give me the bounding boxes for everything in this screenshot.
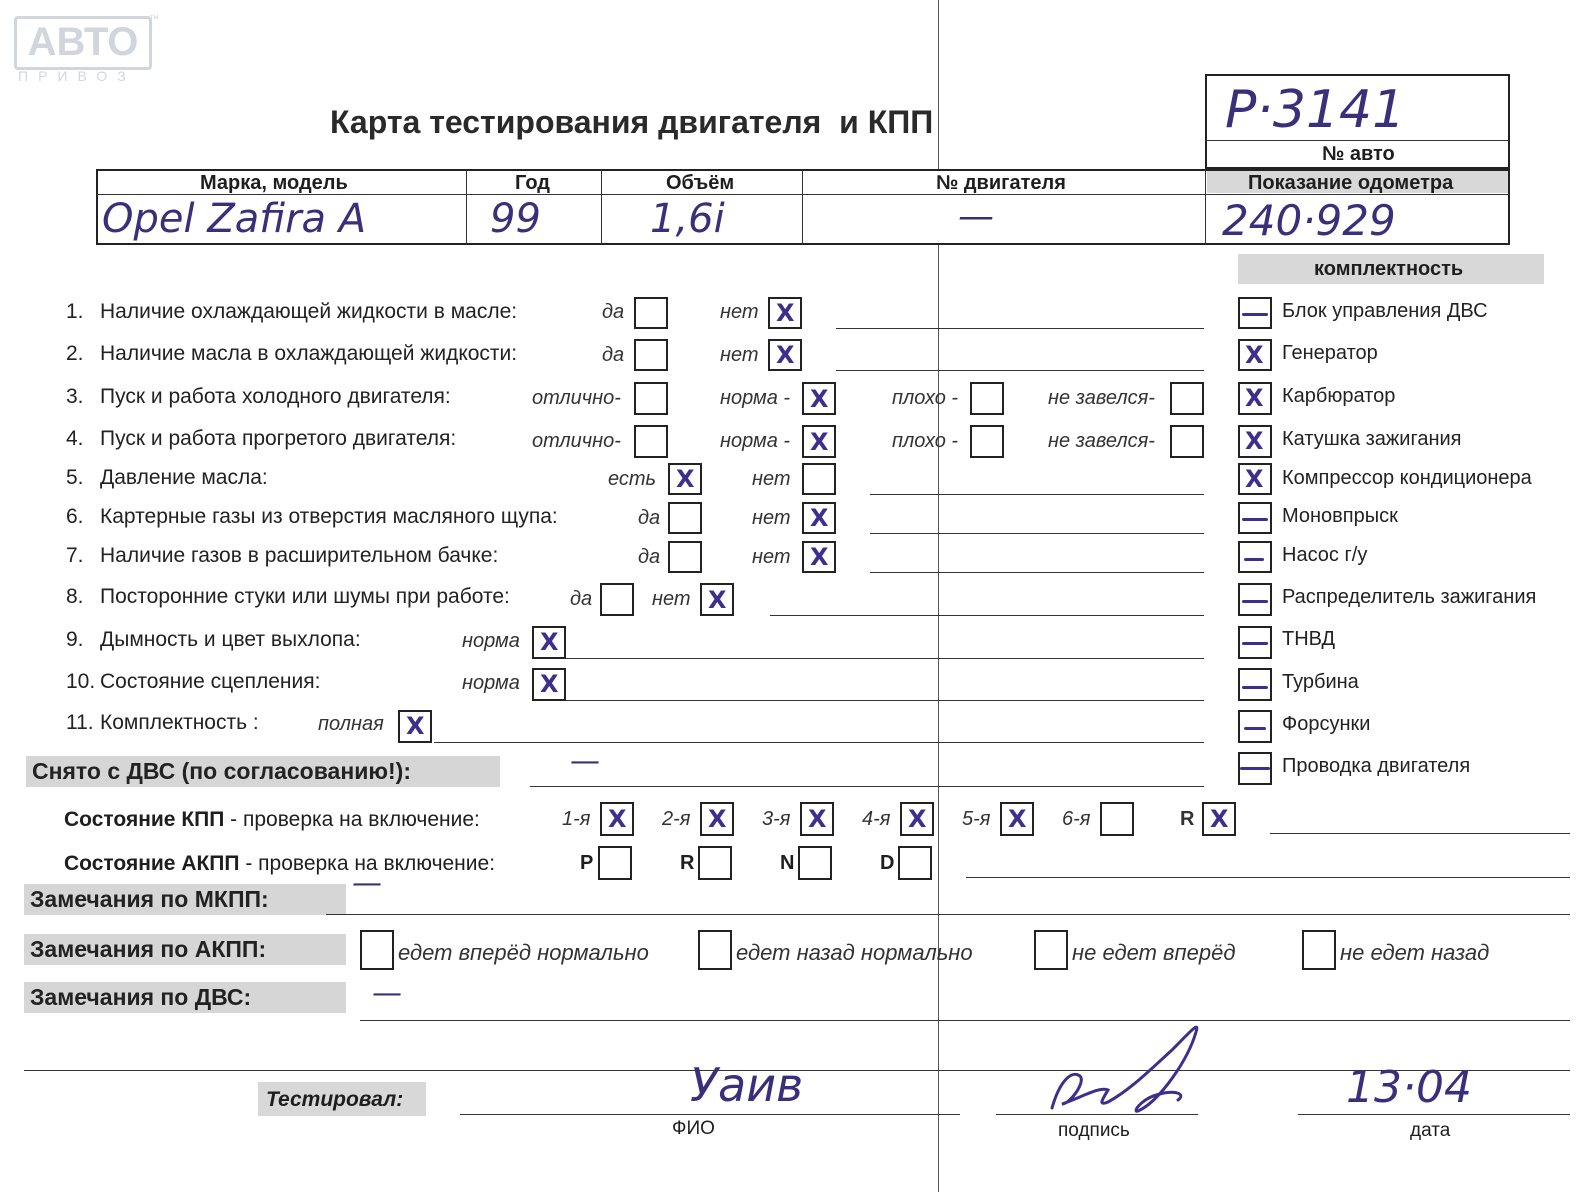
akpp-label-bold: Состояние АКПП: [64, 852, 240, 875]
kpp-gear-r-mark: X: [1210, 805, 1229, 833]
kpp-label-rest: - проверка на включение:: [224, 808, 480, 831]
q2-num: 2.: [66, 342, 84, 365]
tested-label: Тестировал:: [266, 1088, 404, 1111]
compl-label-9: ТНВД: [1282, 628, 1336, 650]
fio-label: ФИО: [672, 1118, 715, 1139]
compl-label-4: Катушка зажигания: [1282, 428, 1462, 450]
q5-present-mark: X: [676, 465, 695, 493]
q1-no-label: нет: [720, 301, 759, 323]
q8-yes-label: да: [570, 588, 593, 610]
q2-no-mark: X: [776, 341, 795, 369]
compl-mark-3: X: [1245, 384, 1264, 412]
page-title: Карта тестирования двигателя и КПП: [330, 104, 934, 140]
make-value: Opel Zafira A: [102, 196, 367, 242]
q3-text: Пуск и работа холодного двигателя:: [100, 385, 451, 408]
akpp-backward-ok-label: едет назад нормально: [736, 940, 973, 965]
engine-no-value: —: [958, 196, 994, 237]
col-volume-label: Объём: [666, 172, 735, 194]
q7-text: Наличие газов в расширительном бачке:: [100, 544, 499, 567]
date-line: [1298, 1114, 1570, 1115]
q1-num: 1.: [66, 300, 84, 323]
removed-label: Снято с ДВС (по согласованию!):: [26, 756, 500, 787]
q11-full-label: полная: [318, 713, 384, 735]
q4-normal-mark: X: [810, 428, 829, 456]
q4-normal-label: норма -: [720, 430, 791, 452]
remarks-akpp-label: Замечания по АКПП:: [24, 934, 346, 965]
kpp-gear-6-label: 6-я: [1062, 808, 1091, 830]
q10-text: Состояние сцепления:: [100, 670, 321, 693]
kpp-label-bold: Состояние КПП: [64, 808, 225, 831]
odometer-value: 240·929: [1222, 196, 1396, 245]
q3-normal-mark: X: [810, 385, 829, 413]
col-make-label: Марка, модель: [200, 172, 348, 194]
q9-norm-label: норма: [462, 630, 520, 652]
q9-text: Дымность и цвет выхлопа:: [100, 628, 361, 651]
akpp-d-label: D: [880, 852, 895, 874]
auto-number-value: P·3141: [1225, 80, 1406, 140]
kpp-gear-3-mark: X: [808, 805, 827, 833]
q10-norm-label: норма: [462, 672, 520, 694]
col-year-label: Год: [515, 172, 550, 194]
akpp-label-rest: - проверка на включение:: [239, 852, 496, 875]
watermark-tm: ™: [149, 14, 159, 25]
compl-mark-5: X: [1245, 465, 1264, 493]
kpp-gear-1-mark: X: [608, 805, 627, 833]
compl-label-6: Моновпрыск: [1282, 505, 1398, 527]
q5-no-label: нет: [752, 468, 791, 490]
q6-no-mark: X: [810, 504, 829, 532]
q11-text: Комплектность :: [100, 711, 259, 734]
q1-text: Наличие охлаждающей жидкости в масле:: [100, 300, 518, 323]
q3-excellent-label: отлично-: [532, 387, 621, 409]
kpp-gear-2-label: 2-я: [662, 808, 691, 830]
q7-yes-label: да: [638, 546, 661, 568]
remarks-mkpp-value: —: [352, 866, 382, 901]
compl-label-7: Насос г/у: [1282, 544, 1368, 566]
watermark-brand: АВТО: [14, 16, 152, 70]
remarks-dvs-label: Замечания по ДВС:: [24, 982, 346, 1013]
compl-label-1: Блок управления ДВС: [1282, 300, 1488, 322]
q6-yes-label: да: [638, 507, 661, 529]
akpp-no-forward-label: не едет вперёд: [1072, 940, 1236, 965]
kpp-gear-1-label: 1-я: [562, 808, 591, 830]
q7-num: 7.: [66, 544, 84, 567]
completeness-header-label: комплектность: [1314, 258, 1464, 280]
q5-num: 5.: [66, 466, 84, 489]
volume-value: 1,6i: [650, 196, 725, 242]
q11-num: 11.: [66, 711, 94, 734]
fio-value: Уаив: [690, 1058, 804, 1112]
q2-yes-label: да: [602, 344, 625, 366]
signature-line: [996, 1114, 1198, 1115]
q2-no-label: нет: [720, 344, 759, 366]
date-label: дата: [1410, 1120, 1451, 1141]
kpp-gear-4-mark: X: [908, 805, 927, 833]
signature-label: подпись: [1058, 1120, 1130, 1141]
signature-stroke: [1052, 1027, 1197, 1111]
q3-bad-label: плохо -: [892, 387, 959, 409]
compl-label-3: Карбюратор: [1282, 385, 1396, 407]
q3-notstarted-label: не завелся-: [1048, 387, 1155, 409]
q8-no-label: нет: [652, 588, 691, 610]
remarks-mkpp-label: Замечания по МКПП:: [24, 884, 346, 915]
compl-label-10: Турбина: [1282, 671, 1359, 693]
q8-no-mark: X: [708, 586, 727, 614]
akpp-forward-ok-label: едет вперёд нормально: [398, 940, 649, 965]
watermark-sub: ПРИВОЗ: [18, 68, 136, 84]
q9-num: 9.: [66, 628, 84, 651]
q10-norm-mark: X: [540, 670, 559, 698]
compl-label-8: Распределитель зажигания: [1282, 586, 1537, 608]
compl-label-11: Форсунки: [1282, 713, 1371, 735]
q6-no-label: нет: [752, 507, 791, 529]
q4-text: Пуск и работа прогретого двигателя:: [100, 427, 457, 450]
q6-text: Картерные газы из отверстия масляного щупа:: [100, 505, 558, 528]
compl-label-2: Генератор: [1282, 342, 1378, 364]
q3-num: 3.: [66, 385, 84, 408]
auto-number-label: № авто: [1322, 143, 1395, 165]
compl-mark-2: X: [1245, 341, 1264, 369]
q3-normal-label: норма -: [720, 387, 791, 409]
q5-text: Давление масла:: [100, 466, 268, 489]
akpp-no-backward-label: не едет назад: [1340, 940, 1490, 965]
removed-value: —: [570, 744, 600, 779]
q5-present-label: есть: [608, 468, 657, 490]
kpp-gear-3-label: 3-я: [762, 808, 791, 830]
remarks-dvs-value: —: [372, 976, 402, 1011]
odometer-label: Показание одометра: [1248, 172, 1454, 194]
q4-notstarted-label: не завелся-: [1048, 430, 1155, 452]
q10-num: 10.: [66, 670, 96, 693]
col-engine-label: № двигателя: [936, 172, 1066, 194]
date-value: 13·04: [1346, 1062, 1472, 1113]
kpp-gear-5-mark: X: [1008, 805, 1027, 833]
kpp-gear-2-mark: X: [708, 805, 727, 833]
q7-no-label: нет: [752, 546, 791, 568]
q4-num: 4.: [66, 427, 84, 450]
compl-mark-4: X: [1245, 427, 1264, 455]
q4-bad-label: плохо -: [892, 430, 959, 452]
q6-num: 6.: [66, 505, 84, 528]
q2-text: Наличие масла в охлаждающей жидкости:: [100, 342, 518, 365]
q4-excellent-label: отлично-: [532, 430, 621, 452]
kpp-gear-5-label: 5-я: [962, 808, 991, 830]
akpp-n-label: N: [780, 852, 795, 874]
akpp-r-label: R: [680, 852, 695, 874]
kpp-gear-4-label: 4-я: [862, 808, 891, 830]
q9-norm-mark: X: [540, 628, 559, 656]
q8-text: Посторонние стуки или шумы при работе:: [100, 585, 510, 608]
kpp-gear-r-label: R: [1180, 808, 1195, 830]
q1-no-mark: X: [776, 299, 795, 327]
compl-label-12: Проводка двигателя: [1282, 755, 1471, 777]
q8-num: 8.: [66, 585, 84, 608]
q7-no-mark: X: [810, 543, 829, 571]
compl-label-5: Компрессор кондиционера: [1282, 467, 1532, 489]
q11-full-mark: X: [406, 712, 425, 740]
q1-yes-label: да: [602, 301, 625, 323]
akpp-p-label: P: [580, 852, 594, 874]
year-value: 99: [490, 196, 541, 242]
